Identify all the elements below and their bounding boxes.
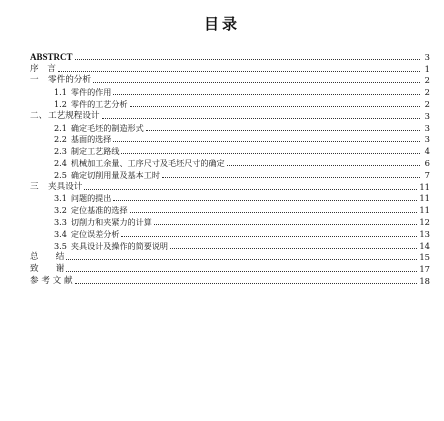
toc-entry-2-4[interactable]: [30, 156, 430, 168]
dot-leader: [58, 70, 420, 72]
toc-entry-3-2[interactable]: [30, 203, 430, 215]
toc-entry-label: 致 谢: [30, 264, 65, 275]
dot-leader: [75, 282, 418, 284]
toc-entry-label: 2.4 机械加工余量、工序尺寸及毛坯尺寸的确定: [54, 157, 225, 168]
dot-leader: [102, 117, 420, 119]
toc-entry-2-3[interactable]: [30, 144, 430, 156]
toc-entry-chapter-3[interactable]: [30, 180, 430, 192]
dot-leader: [75, 58, 420, 60]
toc-page-number: 2: [424, 75, 430, 86]
toc-page-number: 6: [424, 157, 430, 168]
toc-entry-chapter-2[interactable]: [30, 109, 430, 121]
toc-entry-label: ABSTRCT: [30, 51, 73, 62]
toc-entry-label: 序 言: [30, 63, 56, 74]
toc-entry-label: 2.5 确定切削用量及基本工时: [54, 169, 160, 180]
toc-page-number: 3: [424, 134, 430, 145]
table-of-contents: [30, 50, 430, 286]
toc-entry-label: 三 夹具设计: [30, 181, 83, 192]
toc-entry-acknowledgement[interactable]: [30, 262, 430, 274]
dot-leader: [66, 258, 417, 260]
dot-leader: [130, 105, 420, 107]
toc-entry-preface[interactable]: [30, 62, 430, 74]
toc-entry-label: 3.5 夹具设计及操作的简要说明: [54, 240, 169, 251]
toc-page-number: 13: [419, 228, 430, 239]
toc-page-number: 7: [424, 169, 430, 180]
toc-page-number: 11: [419, 181, 430, 192]
toc-page-number: 17: [419, 264, 430, 275]
dot-leader: [162, 176, 420, 178]
dot-leader: [93, 81, 420, 83]
toc-entry-label: 3.1 问题的提出: [54, 193, 112, 204]
toc-entry-abstract[interactable]: [30, 50, 430, 62]
dot-leader: [130, 211, 418, 213]
dot-leader: [84, 188, 417, 190]
toc-entry-label: 1.2 零件的工艺分析: [54, 98, 128, 109]
toc-page-number: 2: [424, 87, 430, 98]
toc-entry-label: 参 考 文 献: [30, 275, 73, 286]
toc-entry-3-5[interactable]: [30, 239, 430, 251]
toc-entry-label: 2.2 基面的选择: [54, 134, 112, 145]
toc-page-number: 3: [424, 110, 430, 121]
dot-leader: [113, 140, 420, 142]
dot-leader: [113, 199, 417, 201]
page-title: 目录: [203, 15, 240, 33]
toc-page-number: 1: [424, 63, 430, 74]
toc-page-number: 18: [419, 275, 430, 286]
toc-page-number: 2: [424, 98, 430, 109]
toc-entry-1-2[interactable]: [30, 97, 430, 109]
toc-entry-label: 总 结: [30, 252, 65, 263]
toc-entry-label: 2.1 确定毛坯的制造形式: [54, 122, 144, 133]
dot-leader: [121, 152, 420, 154]
toc-entry-label: 2.3 制定工艺路线: [54, 146, 120, 157]
toc-entry-references[interactable]: [30, 274, 430, 286]
dot-leader: [113, 93, 420, 95]
toc-entry-1-1[interactable]: [30, 85, 430, 97]
toc-entry-label: 3.3 切削力和夹紧力的计算: [54, 216, 152, 227]
dot-leader: [121, 235, 417, 237]
toc-page-number: 4: [424, 146, 430, 157]
toc-page-number: 11: [419, 193, 430, 204]
dot-leader: [170, 247, 417, 249]
toc-entry-2-1[interactable]: [30, 121, 430, 133]
toc-entry-3-4[interactable]: [30, 227, 430, 239]
toc-entry-label: 二、工艺规程设计: [30, 110, 100, 121]
toc-page-number: 15: [419, 252, 430, 263]
toc-entry-3-3[interactable]: [30, 215, 430, 227]
toc-entry-summary[interactable]: [30, 251, 430, 263]
toc-entry-2-5[interactable]: [30, 168, 430, 180]
dot-leader: [154, 223, 418, 225]
dot-leader: [66, 270, 417, 272]
toc-entry-3-1[interactable]: [30, 192, 430, 204]
dot-leader: [146, 129, 420, 131]
toc-page-number: 3: [424, 51, 430, 62]
toc-page-number: 11: [419, 205, 430, 216]
toc-entry-label: 一 零件的分析: [30, 75, 91, 86]
toc-page-number: 14: [419, 240, 430, 251]
toc-entry-label: 3.4 定位误差分析: [54, 228, 120, 239]
toc-entry-chapter-1[interactable]: [30, 74, 430, 86]
toc-entry-label: 3.2 定位基准的选择: [54, 205, 128, 216]
toc-entry-2-2[interactable]: [30, 133, 430, 145]
toc-entry-label: 1.1 零件的作用: [54, 87, 112, 98]
toc-page-number: 12: [419, 216, 430, 227]
toc-page-number: 3: [424, 122, 430, 133]
dot-leader: [227, 164, 420, 166]
